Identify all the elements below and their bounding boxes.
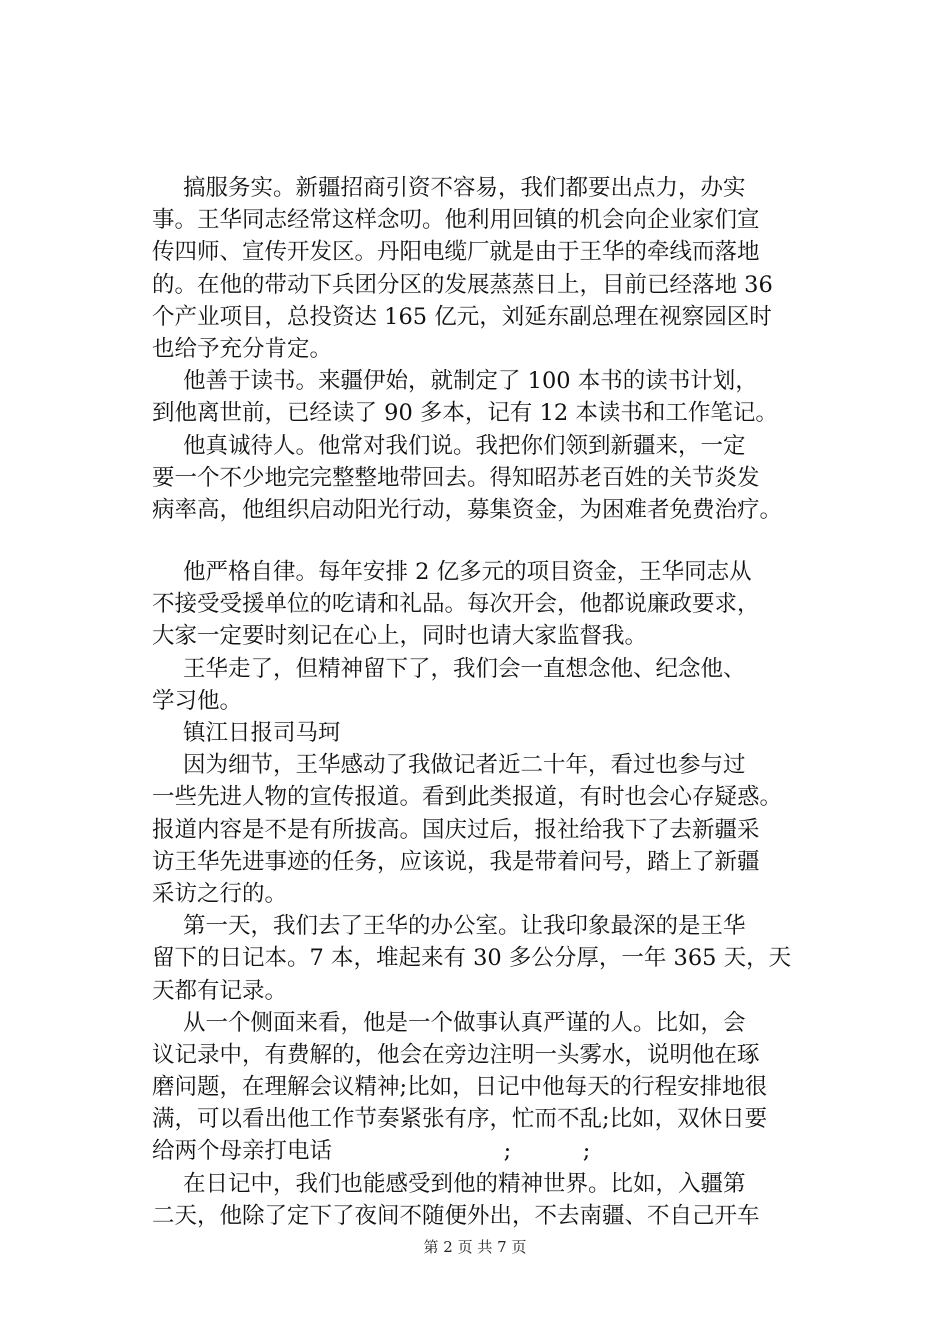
text-line: 给两个母亲打电话 ; ; — [152, 1138, 591, 1165]
page-footer: 第 2 页 共 7 页 — [423, 1238, 527, 1256]
text-line: 二天，他除了定下了夜间不随便外出，不去南疆、不自己开车 — [152, 1202, 760, 1229]
text-line: 要一个不少地完完整整地带回去。得知昭苏老百姓的关节炎发 — [152, 464, 760, 491]
text-line: 第一天，我们去了王华的办公室。让我印象最深的是王华 — [183, 913, 746, 940]
text-line: 王华走了，但精神留下了，我们会一直想念他、纪念他、 — [183, 655, 746, 682]
text-line: 一些先进人物的宣传报道。看到此类报道，有时也会心存疑惑。 — [152, 784, 783, 811]
text-line: 在日记中，我们也能感受到他的精神世界。比如，入疆第 — [183, 1170, 746, 1197]
text-line: 搞服务实。新疆招商引资不容易，我们都要出点力，办实 — [183, 175, 746, 201]
text-line: 的。在他的带动下兵团分区的发展蒸蒸日上，目前已经落地 36 — [152, 271, 773, 298]
text-line: 他真诚待人。他常对我们说。我把你们领到新疆来，一定 — [183, 432, 746, 459]
text-line: 也给予充分肯定。 — [152, 335, 333, 362]
document-body — [152, 172, 842, 1232]
text-line: 大家一定要时刻记在心上，同时也请大家监督我。 — [152, 623, 648, 650]
text-line: 留下的日记本。7 本，堆起来有 30 多公分厚，一年 365 天，天 — [152, 945, 792, 972]
text-line: 满，可以看出他工作节奏紧张有序，忙而不乱;比如，双休日要 — [152, 1106, 768, 1133]
text-line: 病率高，他组织启动阳光行动，募集资金，为困难者免费治疗。 — [152, 496, 783, 523]
text-line: 访王华先进事迹的任务，应该说，我是带着问号，踏上了新疆 — [152, 848, 760, 875]
text-line: 天都有记录。 — [152, 977, 288, 1004]
text-line: 学习他。 — [152, 687, 243, 714]
text-line: 从一个侧面来看，他是一个做事认真严谨的人。比如，会 — [183, 1009, 746, 1036]
text-line: 议记录中，有费解的，他会在旁边注明一头雾水，说明他在琢 — [152, 1041, 760, 1068]
text-line: 到他离世前，已经读了 90 多本，记有 12 本读书和工作笔记。 — [152, 400, 778, 427]
paragraph-gap — [152, 526, 842, 556]
byline: 镇江日报司马珂 — [183, 720, 341, 746]
text-line: 个产业项目，总投资达 165 亿元，刘延东副总理在视察园区时 — [152, 303, 772, 330]
text-line: 传四师、宣传开发区。丹阳电缆厂就是由于王华的牵线而落地 — [152, 239, 760, 266]
text-line: 采访之行的。 — [152, 880, 288, 907]
text-line: 他严格自律。每年安排 2 亿多元的项目资金，王华同志从 — [183, 559, 752, 586]
text-line: 不接受受援单位的吃请和礼品。每次开会，他都说廉政要求， — [152, 591, 760, 618]
text-line: 因为细节，王华感动了我做记者近二十年，看过也参与过 — [183, 752, 746, 779]
text-line: 报道内容是不是有所拔高。国庆过后，报社给我下了去新疆采 — [152, 816, 760, 843]
text-line: 事。王华同志经常这样念叨。他利用回镇的机会向企业家们宣 — [152, 207, 760, 234]
text-line: 他善于读书。来疆伊始，就制定了 100 本书的读书计划， — [183, 368, 758, 395]
text-line: 磨问题，在理解会议精神;比如，日记中他每天的行程安排地很 — [152, 1074, 768, 1101]
